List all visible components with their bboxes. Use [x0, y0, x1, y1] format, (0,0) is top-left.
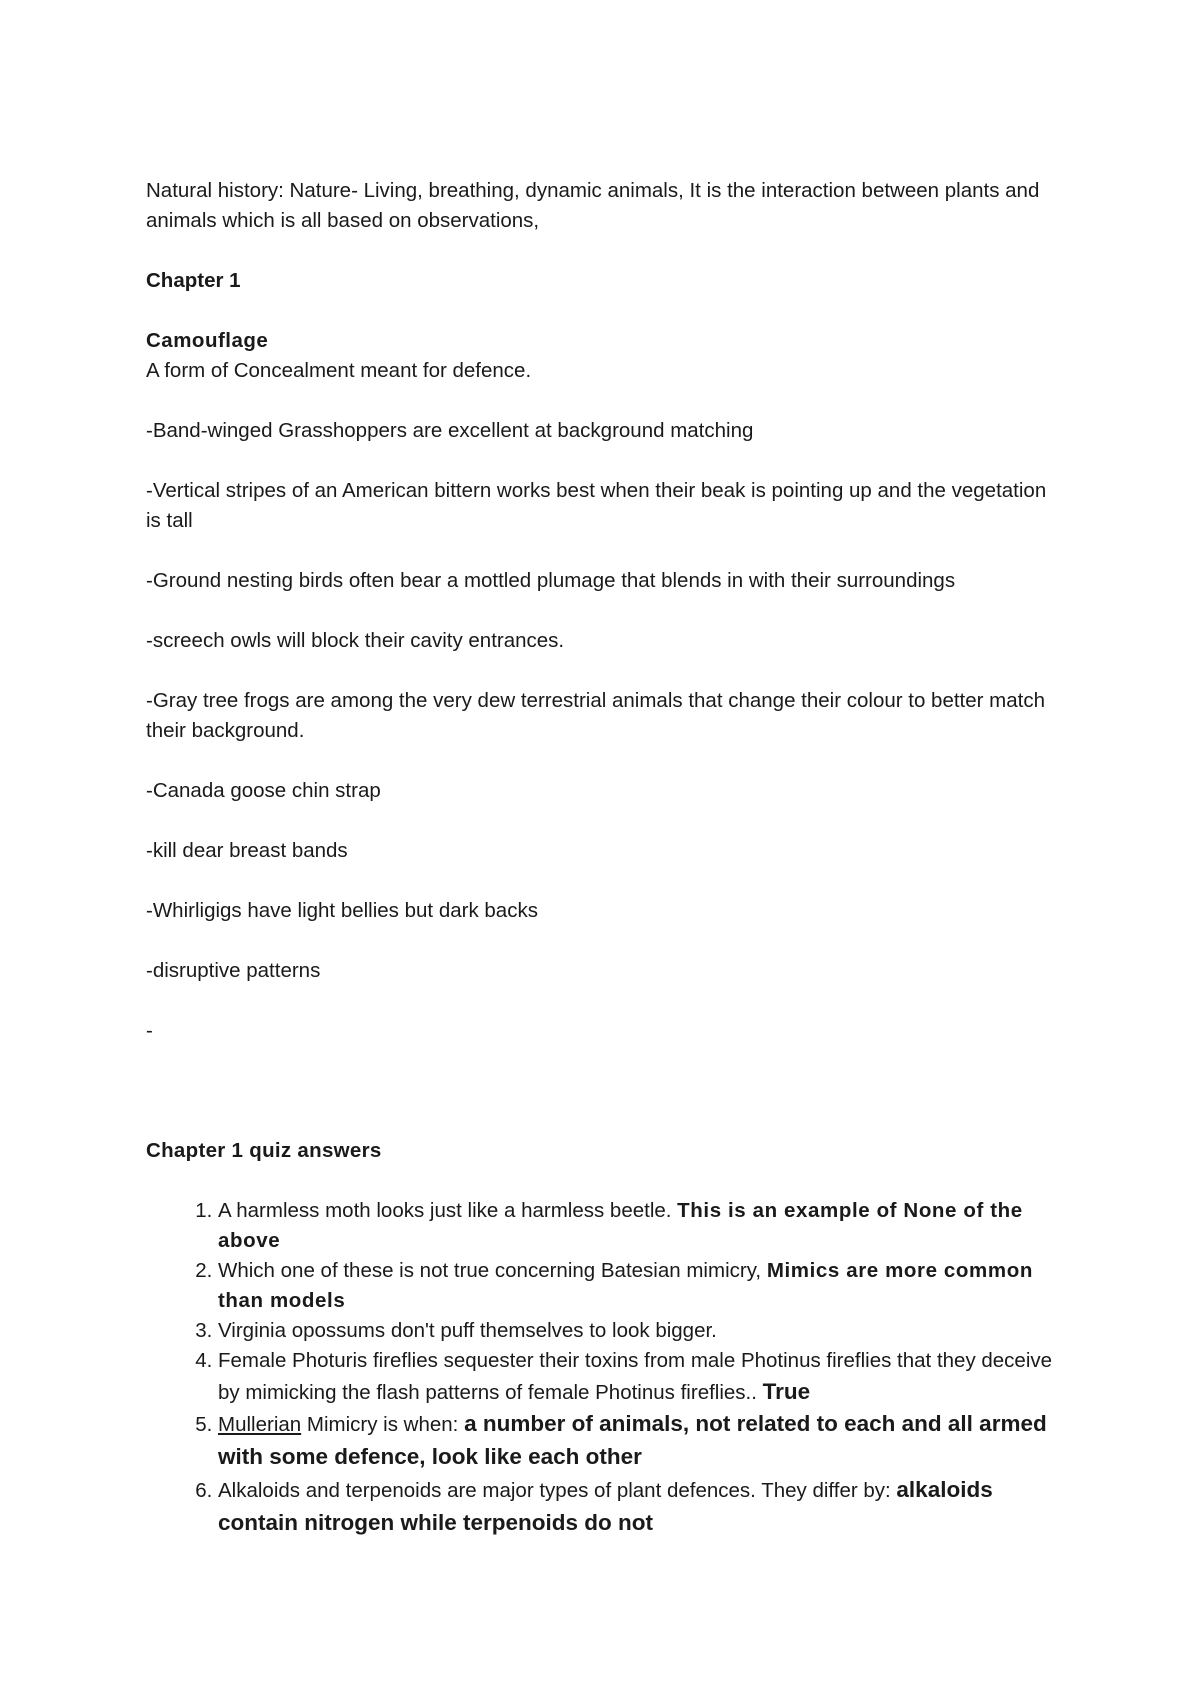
document-page: [146, 176, 1066, 1540]
quiz-question: A harmless moth looks just like a harmless beetle.: [218, 1199, 678, 1222]
quiz-question: Virginia opossums don't puff themselves to look bigger.: [218, 1319, 717, 1342]
quiz-item: [218, 1408, 1066, 1474]
quiz-term-underlined: Mullerian: [218, 1413, 302, 1436]
bullet-item: -Gray tree frogs are among the very dew terrestrial animals that change their colour to better match their background.: [146, 689, 1045, 742]
bullet-item: -: [146, 1019, 153, 1042]
quiz-question: Alkaloids and terpenoids are major types of plant defences. They differ by:: [218, 1479, 897, 1502]
quiz-question: Which one of these is not true concerning Batesian mimicry,: [218, 1259, 767, 1282]
quiz-question: Mimicry is when:: [301, 1413, 465, 1436]
bullet-item: -Band-winged Grasshoppers are excellent at background matching: [146, 419, 754, 442]
bullet-item: -Whirligigs have light bellies but dark backs: [146, 899, 538, 922]
quiz-item: [218, 1196, 1066, 1256]
quiz-item: [218, 1316, 1066, 1346]
bullet-item: -Canada goose chin strap: [146, 779, 381, 802]
bullet-item: -kill dear breast bands: [146, 839, 348, 862]
quiz-answer: True: [762, 1379, 811, 1404]
bullet-item: -Vertical stripes of an American bittern works best when their beak is pointing up and the vegetation is tall: [146, 479, 1047, 532]
quiz-item: [218, 1256, 1066, 1316]
definition-text: A form of Concealment meant for defence.: [146, 359, 532, 382]
quiz-answer: This is an example of None of the above: [218, 1199, 1023, 1252]
section-heading: Camouflage: [146, 329, 269, 352]
intro-paragraph: Natural history: Nature- Living, breathing, dynamic animals, It is the interaction between plants and animals which is all based on observations,: [146, 179, 1040, 232]
quiz-answer: alkaloids contain nitrogen while terpenoids do not: [218, 1477, 993, 1535]
bullet-item: -disruptive patterns: [146, 959, 321, 982]
quiz-heading: Chapter 1 quiz answers: [146, 1139, 382, 1162]
quiz-answer-list: [146, 1196, 1066, 1540]
chapter-heading: Chapter 1: [146, 269, 241, 292]
bullet-item: -Ground nesting birds often bear a mottled plumage that blends in with their surroundings: [146, 569, 956, 592]
quiz-item: [218, 1474, 1066, 1540]
bullet-item: -screech owls will block their cavity entrances.: [146, 629, 565, 652]
quiz-answer: a number of animals, not related to each and all armed with some defence, look like each other: [218, 1411, 1047, 1469]
quiz-answer: Mimics are more common than models: [218, 1259, 1033, 1312]
quiz-item: [218, 1346, 1066, 1408]
quiz-question: Female Photuris fireflies sequester their toxins from male Photinus fireflies that they deceive by mimicking the flash patterns of female Photinus fireflies..: [218, 1349, 1053, 1404]
